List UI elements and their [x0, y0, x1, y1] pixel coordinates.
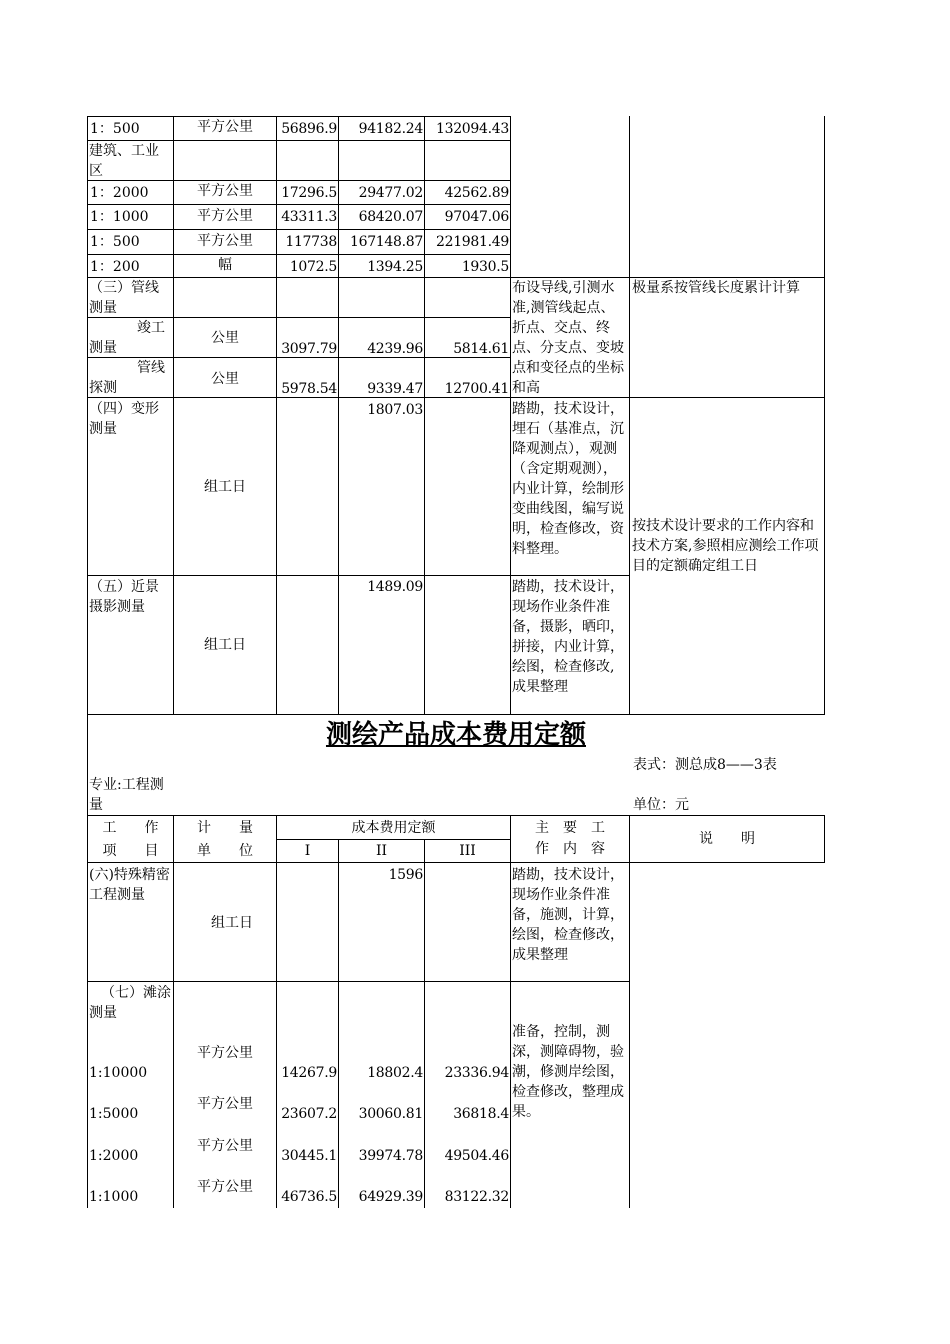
completion-survey-item: 竣工测量 — [89, 320, 165, 356]
scale-cell: 1:10000 — [89, 1065, 148, 1081]
header-content: 作 内 容 — [535, 841, 605, 857]
cost-iii-cell: 221981.49 — [435, 234, 509, 250]
cost-i-cell: 1072.5 — [289, 259, 337, 275]
header-grade-iii: III — [459, 843, 476, 859]
unit-cell: 平方公里 — [197, 1138, 253, 1154]
scale-cell: 1:5000 — [89, 1106, 139, 1122]
unit-cell: 平方公里 — [197, 183, 253, 199]
cost-iii-cell: 1930.5 — [461, 259, 509, 275]
cost-ii-cell: 1394.25 — [367, 259, 423, 275]
header-item: 工 作 — [102, 820, 159, 836]
cost-iii-cell: 97047.06 — [444, 209, 509, 225]
header-grade-ii: II — [375, 843, 388, 859]
scale-cell: 1：1000 — [90, 209, 149, 225]
unit-label: 单位：元 — [633, 797, 689, 813]
unit-cell: 平方公里 — [197, 1045, 253, 1061]
cost-iii-cell: 5814.61 — [453, 341, 509, 357]
form-number: 表式：测总成8——3表 — [633, 757, 777, 773]
pipeline-item: （三）管线测量 — [89, 280, 159, 316]
unit-cell: 公里 — [211, 371, 239, 387]
scale-cell: 建筑、工业区 — [89, 143, 159, 179]
unit-cell: 组工日 — [211, 915, 253, 931]
cost-ii-cell: 167148.87 — [349, 234, 423, 250]
deformation-item: （四）变形测量 — [89, 401, 159, 437]
cost-i-cell: 17296.5 — [281, 185, 337, 201]
tidal-flat-item: （七）滩涂测量 — [89, 985, 171, 1021]
pipeline-content: 布设导线,引测水准,测管线起点、折点、交点、终点、分支点、变坡点和变径点的坐标和高 — [512, 280, 624, 396]
close-range-content: 踏勘，技术设计，现场作业条件准备，摄影，晒印，拼接，内业计算，绘图，检查修改,成果整理 — [512, 579, 624, 695]
unit-cell: 平方公里 — [197, 119, 253, 135]
cost-ii-cell: 1807.03 — [367, 402, 423, 418]
cost-iii-cell: 12700.41 — [444, 381, 509, 397]
cost-ii-cell: 29477.02 — [358, 185, 423, 201]
unit-cell: 平方公里 — [197, 1096, 253, 1112]
cost-ii-cell: 18802.4 — [367, 1065, 423, 1081]
unit-cell: 公里 — [211, 330, 239, 346]
specialty-label: 专业:工程测量 — [89, 777, 164, 813]
cost-ii-cell: 9339.47 — [367, 381, 423, 397]
header-grade-i: I — [304, 843, 311, 859]
special-precision-content: 踏勘，技术设计，现场作业条件准备，施测，计算，绘图，检查修改，成果整理 — [512, 867, 624, 963]
cost-ii-cell: 68420.07 — [358, 209, 423, 225]
header-unit: 计 量 — [197, 820, 253, 836]
unit-cell: 平方公里 — [197, 208, 253, 224]
cost-iii-cell: 42562.89 — [444, 185, 509, 201]
unit-cell: 平方公里 — [197, 1179, 253, 1195]
scale-cell: 1：500 — [90, 234, 140, 250]
scale-cell: 1：500 — [90, 121, 140, 137]
cost-i-cell: 23607.2 — [281, 1106, 337, 1122]
cost-ii-cell: 94182.24 — [358, 121, 423, 137]
cost-i-cell: 3097.79 — [281, 341, 337, 357]
cost-ii-cell: 39974.78 — [358, 1148, 423, 1164]
unit-cell: 组工日 — [204, 637, 246, 653]
cost-i-cell: 56896.9 — [281, 121, 337, 137]
scale-cell: 1：2000 — [90, 185, 149, 201]
cost-i-cell: 117738 — [285, 234, 337, 250]
deformation-content: 踏勘，技术设计，埋石（基准点，沉降观测点），观测（含定期观测），内业计算，绘制形变曲线图，编写说明，检查修改，资料整理。 — [512, 401, 624, 557]
page-title: 测绘产品成本费用定额 — [325, 720, 586, 750]
cost-ii-cell: 4239.96 — [367, 341, 423, 357]
cost-ii-cell: 30060.81 — [358, 1106, 423, 1122]
cost-iii-cell: 36818.4 — [453, 1106, 509, 1122]
scale-cell: 1:1000 — [89, 1189, 139, 1205]
cost-iii-cell: 49504.46 — [444, 1148, 509, 1164]
special-precision-item: (六)特殊精密工程测量 — [89, 867, 170, 903]
cost-ii-cell: 1489.09 — [367, 579, 423, 595]
header-item: 项 目 — [102, 843, 159, 859]
cost-iii-cell: 83122.32 — [444, 1189, 509, 1205]
cost-i-cell: 30445.1 — [281, 1148, 337, 1164]
cost-i-cell: 43311.3 — [281, 209, 337, 225]
header-content: 主 要 工 — [535, 820, 605, 836]
cost-iii-cell: 23336.94 — [444, 1065, 509, 1081]
header-cost: 成本费用定额 — [351, 820, 436, 836]
close-range-item: （五）近景摄影测量 — [89, 579, 159, 615]
cost-ii-cell: 1596 — [388, 867, 423, 883]
unit-cell: 组工日 — [204, 479, 246, 495]
cost-i-cell: 14267.9 — [281, 1065, 337, 1081]
pipeline-note: 极量系按管线长度累计计算 — [632, 280, 800, 296]
cost-i-cell: 46736.5 — [281, 1189, 337, 1205]
unit-cell: 幅 — [218, 257, 232, 273]
pipeline-detection-item: 管线探测 — [89, 360, 165, 396]
cost-iii-cell: 132094.43 — [435, 121, 509, 137]
scale-cell: 1:2000 — [89, 1148, 139, 1164]
shared-note: 按技术设计要求的工作内容和技术方案,参照相应测绘工作项目的定额确定组工日 — [632, 518, 819, 574]
scale-cell: 1：200 — [90, 259, 140, 275]
cost-i-cell: 5978.54 — [281, 381, 337, 397]
unit-cell: 平方公里 — [197, 233, 253, 249]
tidal-flat-content: 准备，控制，测深，测障碍物，验潮，修测岸绘图，检查修改，整理成果。 — [512, 1024, 624, 1120]
header-note: 说 明 — [699, 831, 755, 847]
cost-ii-cell: 64929.39 — [358, 1189, 423, 1205]
header-unit: 单 位 — [197, 843, 253, 859]
